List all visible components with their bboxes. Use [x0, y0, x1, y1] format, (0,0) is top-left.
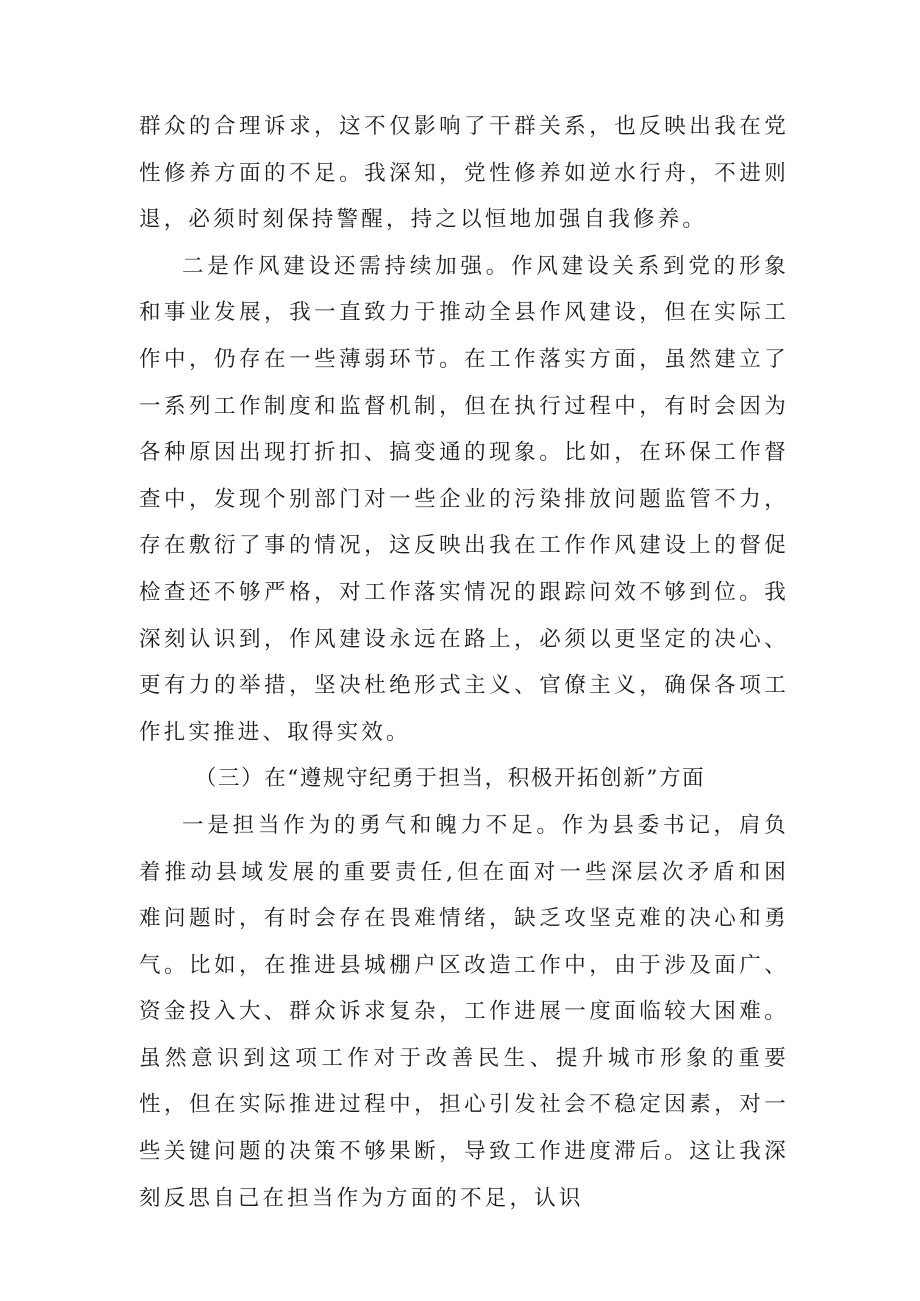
section-heading-three: （三）在“遵规守纪勇于担当，积极开拓创新”方面: [194, 766, 706, 792]
document-body: [139, 104, 789, 1222]
paragraph-continued: 群众的合理诉求，这不仅影响了干群关系，也反映出我在党性修养方面的不足。我深知，党性修养如逆水行舟，不进则退，必须时刻保持警醒，持之以恒地加强自我修养。: [139, 114, 789, 233]
paragraph-work-style: 二是作风建设还需持续加强。作风建设关系到党的形象和事业发展，我一直致力于推动全县作风建设，但在实际工作中，仍存在一些薄弱环节。在工作落实方面，虽然建立了一系列工作制度和监督机制，但在执行过程中，有时会因为各种原因出现打折扣、搞变通的现象。比如，在环保工作督查中，发现个别部门对一些企业的污染排放问题监管不力，存在敷衍了事的情况，这反映出我在工作作风建设上的督促检查还不够严格，对工作落实情况的跟踪问效不够到位。我深刻认识到，作风建设永远在路上，必须以更坚定的决心、更有力的举措，坚决杜绝形式主义、官僚主义，确保各项工作扎实推进、取得实效。: [139, 253, 789, 745]
paragraph-responsibility: 一是担当作为的勇气和魄力不足。作为县委书记，肩负着推动县域发展的重要责任,但在面对一些深层次矛盾和困难问题时，有时会存在畏难情绪，缺乏攻坚克难的决心和勇气。比如，在推进县城棚户区改造工作中，由于涉及面广、资金投入大、群众诉求复杂，工作进展一度面临较大困难。虽然意识到这项工作对于改善民生、提升城市形象的重要性，但在实际推进过程中，担心引发社会不稳定因素，对一些关键问题的决策不够果断，导致工作进度滞后。这让我深刻反思自己在担当作为方面的不足，认识: [139, 812, 789, 1211]
